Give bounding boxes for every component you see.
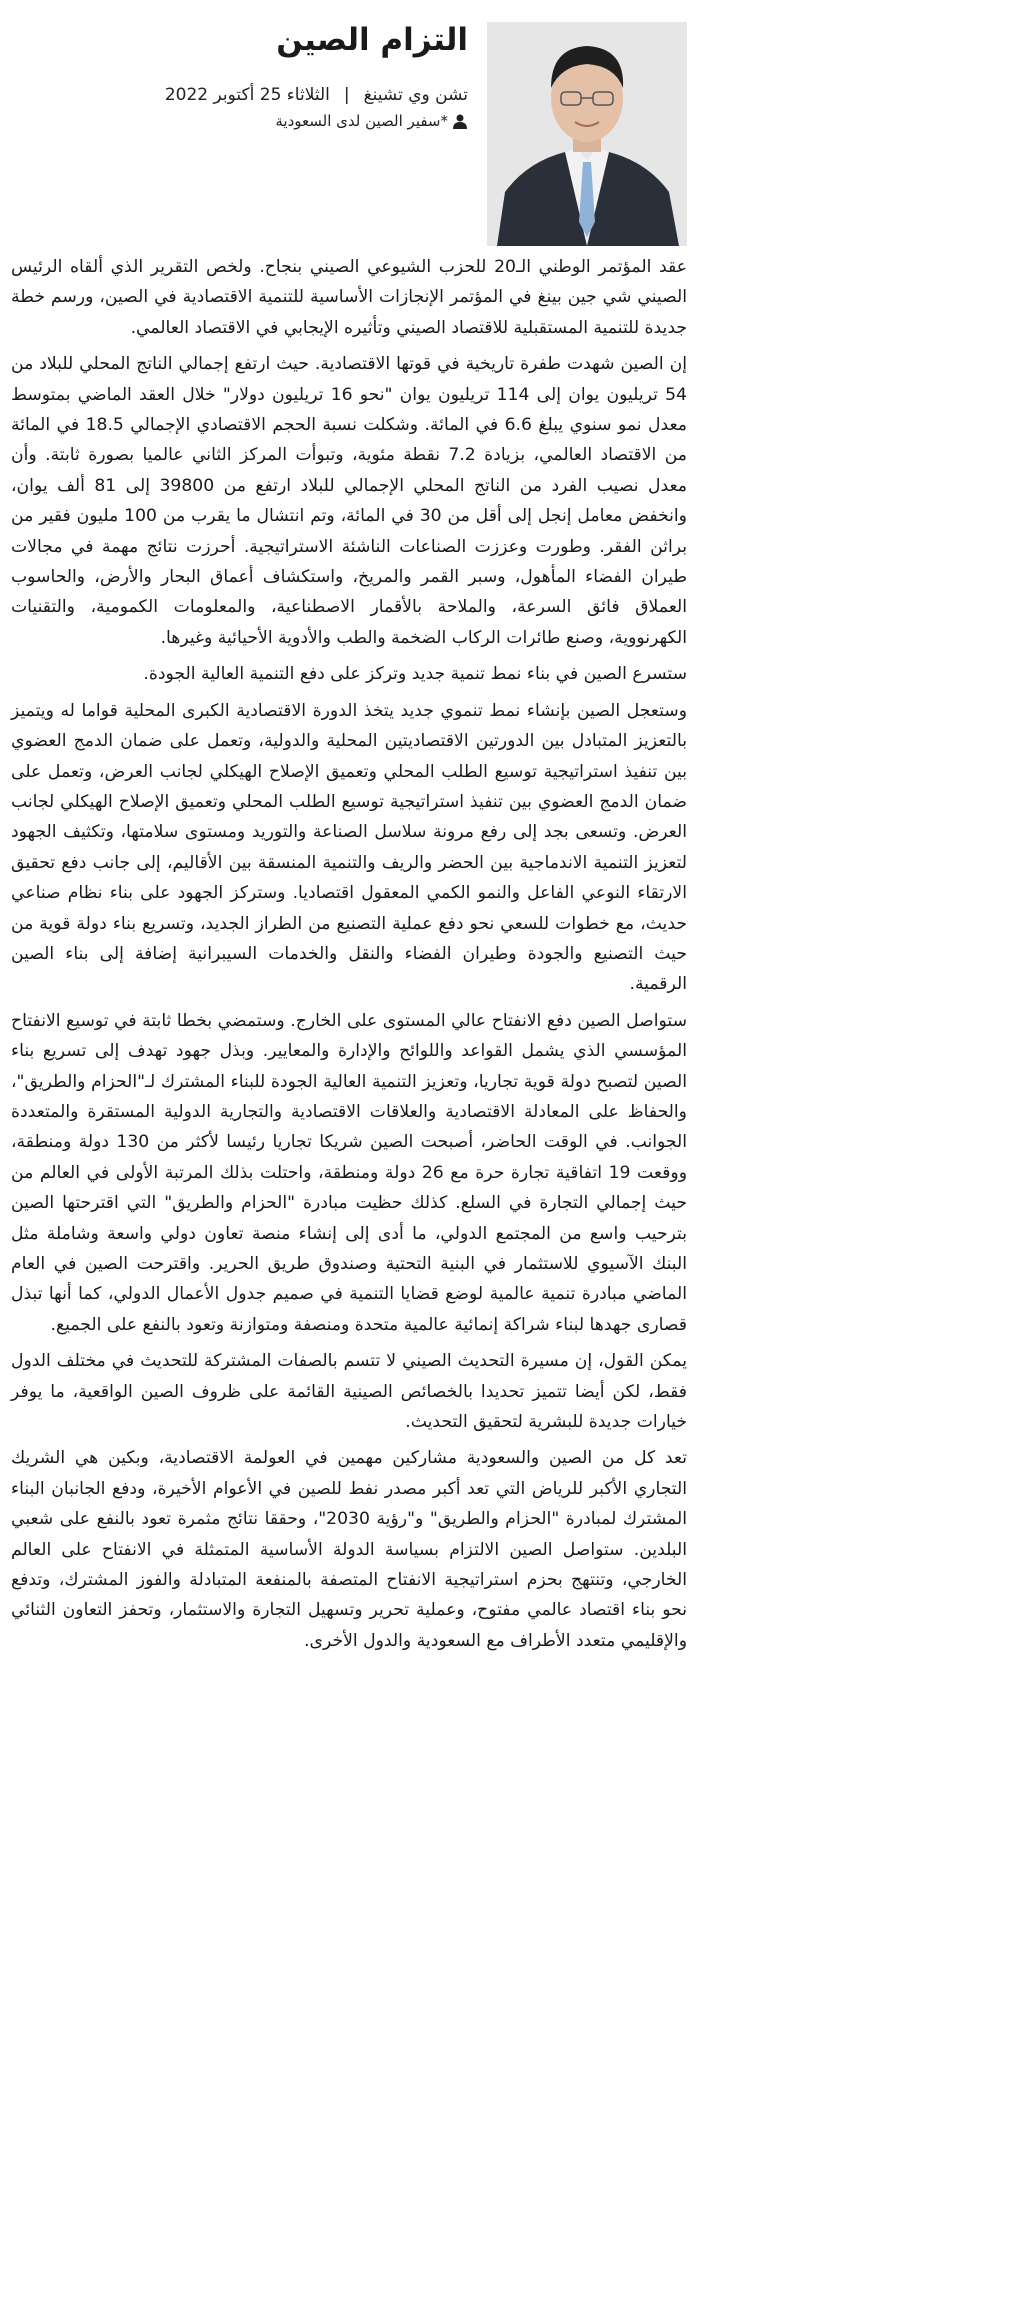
article-title: التزام الصين [276, 22, 468, 58]
publish-date: الثلاثاء 25 أكتوبر 2022 [164, 85, 330, 105]
author-photo [487, 22, 687, 246]
paragraph: ستسرع الصين في بناء نمط تنمية جديد وتركز على دفع التنمية العالية الجودة. [143, 664, 687, 685]
user-icon [452, 113, 468, 129]
author-role-text: *سفير الصين لدى السعودية [275, 112, 448, 130]
author-portrait-icon [487, 22, 687, 246]
paragraph: وستعجل الصين بإنشاء نمط تنموي جديد يتخذ الدورة الاقتصادية الكبرى المحلية قواما له ويتميز بالتعزيز المتبادل بين الدورتين الاقتصاديتين المحلية والدولية، وتعمل على ضمان الدمج العضوي بين تنفيذ استراتيجية توسيع الطلب المحلي وتعميق الإصلاح الهيكلي لجانب العرض، وتعمل على ضمان الدمج العضوي بين تنفيذ استراتيجية توسيع الطلب المحلي وتعميق الإصلاح الهيكلي لجانب العرض. وتسعى بجد إلى رفع مرونة سلاسل الصناعة والتوريد ومستوى سلامتها، وتكثيف الجهود لتعزيز التنمية الاندماجية بين الحضر والريف والتنمية المنسقة بين الأقاليم، إلى جانب دفع تحقيق الارتقاء النوعي الفاعل والنمو الكمي المعقول اقتصاديا. وستركز الجهود على بناء نظام صناعي حديث، مع خطوات للسعي نحو دفع عملية التصنيع من الطراز الجديد، وتسريع بناء دولة قوية من حيث التصنيع والجودة وطيران الفضاء والنقل والخدمات السيبرانية إضافة إلى بناء الصين الرقمية. [11, 700, 687, 995]
byline [18, 82, 468, 108]
byline-separator: | [343, 85, 350, 105]
article-header [18, 18, 468, 130]
paragraph: ستواصل الصين دفع الانفتاح عالي المستوى على الخارج. وستمضي بخطا ثابتة في توسيع الانفتاح المؤسسي الذي يشمل القواعد واللوائح والإدارة والمعايير. وبذل جهود تهدف إلى تسريع بناء الصين لتصبح دولة قوية تجاريا، وتعزيز التنمية العالية الجودة للبناء المشترك لـ"الحزام والطريق"، والحفاظ على المعادلة الاقتصادية والعلاقات الاقتصادية والتجارية الدولية المستقرة والمتعددة الجوانب. في الوقت الحاضر، أصبحت الصين شريكا تجاريا رئيسا لأكثر من 130 دولة ومنطقة، ووقعت 19 اتفاقية تجارة حرة مع 26 دولة ومنطقة، واحتلت بذلك المرتبة الأولى في العالم من حيث إجمالي التجارة في السلع. كذلك حظيت مبادرة "الحزام والطريق" التي اقترحتها الصين بترحيب واسع من المجتمع الدولي، ما أدى إلى إنشاء منصة تعاون دولي واسعة وشاملة مثل البنك الآسيوي للاستثمار في البنية التحتية وصندوق طريق الحرير. واقترحت الصين في العام الماضي مبادرة تنمية عالمية لوضع قضايا التنمية في صميم جدول الأعمال الدولي، كما أنها تبذل قصارى جهدها لبناء شراكة إنمائية عالمية متحدة ومنصفة ومتوازنة وتعود بالنفع على الجميع. [11, 1010, 688, 1335]
author-name[interactable]: تشن وي تشينغ [363, 85, 468, 105]
paragraph: تعد كل من الصين والسعودية مشاركين مهمين في العولمة الاقتصادية، وبكين هي الشريك التجاري الأكبر للرياض التي تعد أكبر مصدر نفط للصين في الأعوام الأخيرة، ودفع الجانبان البناء المشترك لمبادرة "الحزام والطريق" و"رؤية 2030"، وحققا نتائج مثمرة تعود بالنفع على شعبي البلدين. ستواصل الصين الالتزام بسياسة الدولة الأساسية المتمثلة في الانفتاح على العالم الخارجي، وتنتهج بحزم استراتيجية الانفتاح المتصفة بالمنفعة المتبادلة والفوز المشترك، وتدفع نحو بناء اقتصاد عالمي مفتوح، وعملية تحرير وتسهيل التجارة والاستثمار، وتحفز التعاون الثنائي والإقليمي متعدد الأطراف مع السعودية والدول الأخرى. [11, 1448, 688, 1651]
paragraph: عقد المؤتمر الوطني الـ20 للحزب الشيوعي الصيني بنجاح. ولخص التقرير الذي ألقاه الرئيس الصيني شي جين بينغ في المؤتمر الإنجازات الأساسية للتنمية الاقتصادية في الصين، ورسم خطة جديدة للتنمية المستقبلية للاقتصاد الصيني وتأثيره الإيجابي في الاقتصاد العالمي. [11, 257, 687, 338]
paragraph: يمكن القول، إن مسيرة التحديث الصيني لا تتسم بالصفات المشتركة للتحديث في مختلف الدول فقط، لكن أيضا تتميز تحديدا بالخصائص الصينية القائمة على ظروف الصين الواقعية، ما يوفر خيارات جديدة للبشرية لتحقيق التحديث. [11, 1351, 687, 1433]
author-role [18, 112, 468, 130]
paragraph: إن الصين شهدت طفرة تاريخية في قوتها الاقتصادية. حيث ارتفع إجمالي الناتج المحلي للبلاد من 54 تريليون يوان إلى 114 تريليون يوان "نحو 16 تريليون دولار" خلال العقد الماضي بمتوسط معدل نمو سنوي يبلغ 6.6 في المائة. وشكلت نسبة الحجم الاقتصادي الإجمالي 18.5 في المائة من الاقتصاد العالمي، بزيادة 7.2 نقطة مئوية، وتبوأت المركز الثاني عالميا بصورة ثابتة. وأن معدل نصيب الفرد من الناتج المحلي الإجمالي للبلاد ارتفع من 39800 إلى 81 ألف يوان، وانخفض معامل إنجل إلى أقل من 30 في المائة، وتم انتشال ما يقرب من 100 مليون فقير من براثن الفقر. وطورت وعززت الصناعات الناشئة الاستراتيجية. أحرزت نتائج مهمة في مجالات طيران الفضاء المأهول، وسبر القمر والمريخ، واستكشاف أعماق البحار والأرض، والحاسوب العملاق فائق السرعة، والملاحة بالأقمار الاصطناعية، والمعلومات الكمومية، والتقنيات الكهرنووية، وصنع طائرات الركاب الضخمة والطب والأدوية الأحيائية وغيرها. [11, 354, 688, 648]
article-body [11, 252, 687, 1662]
